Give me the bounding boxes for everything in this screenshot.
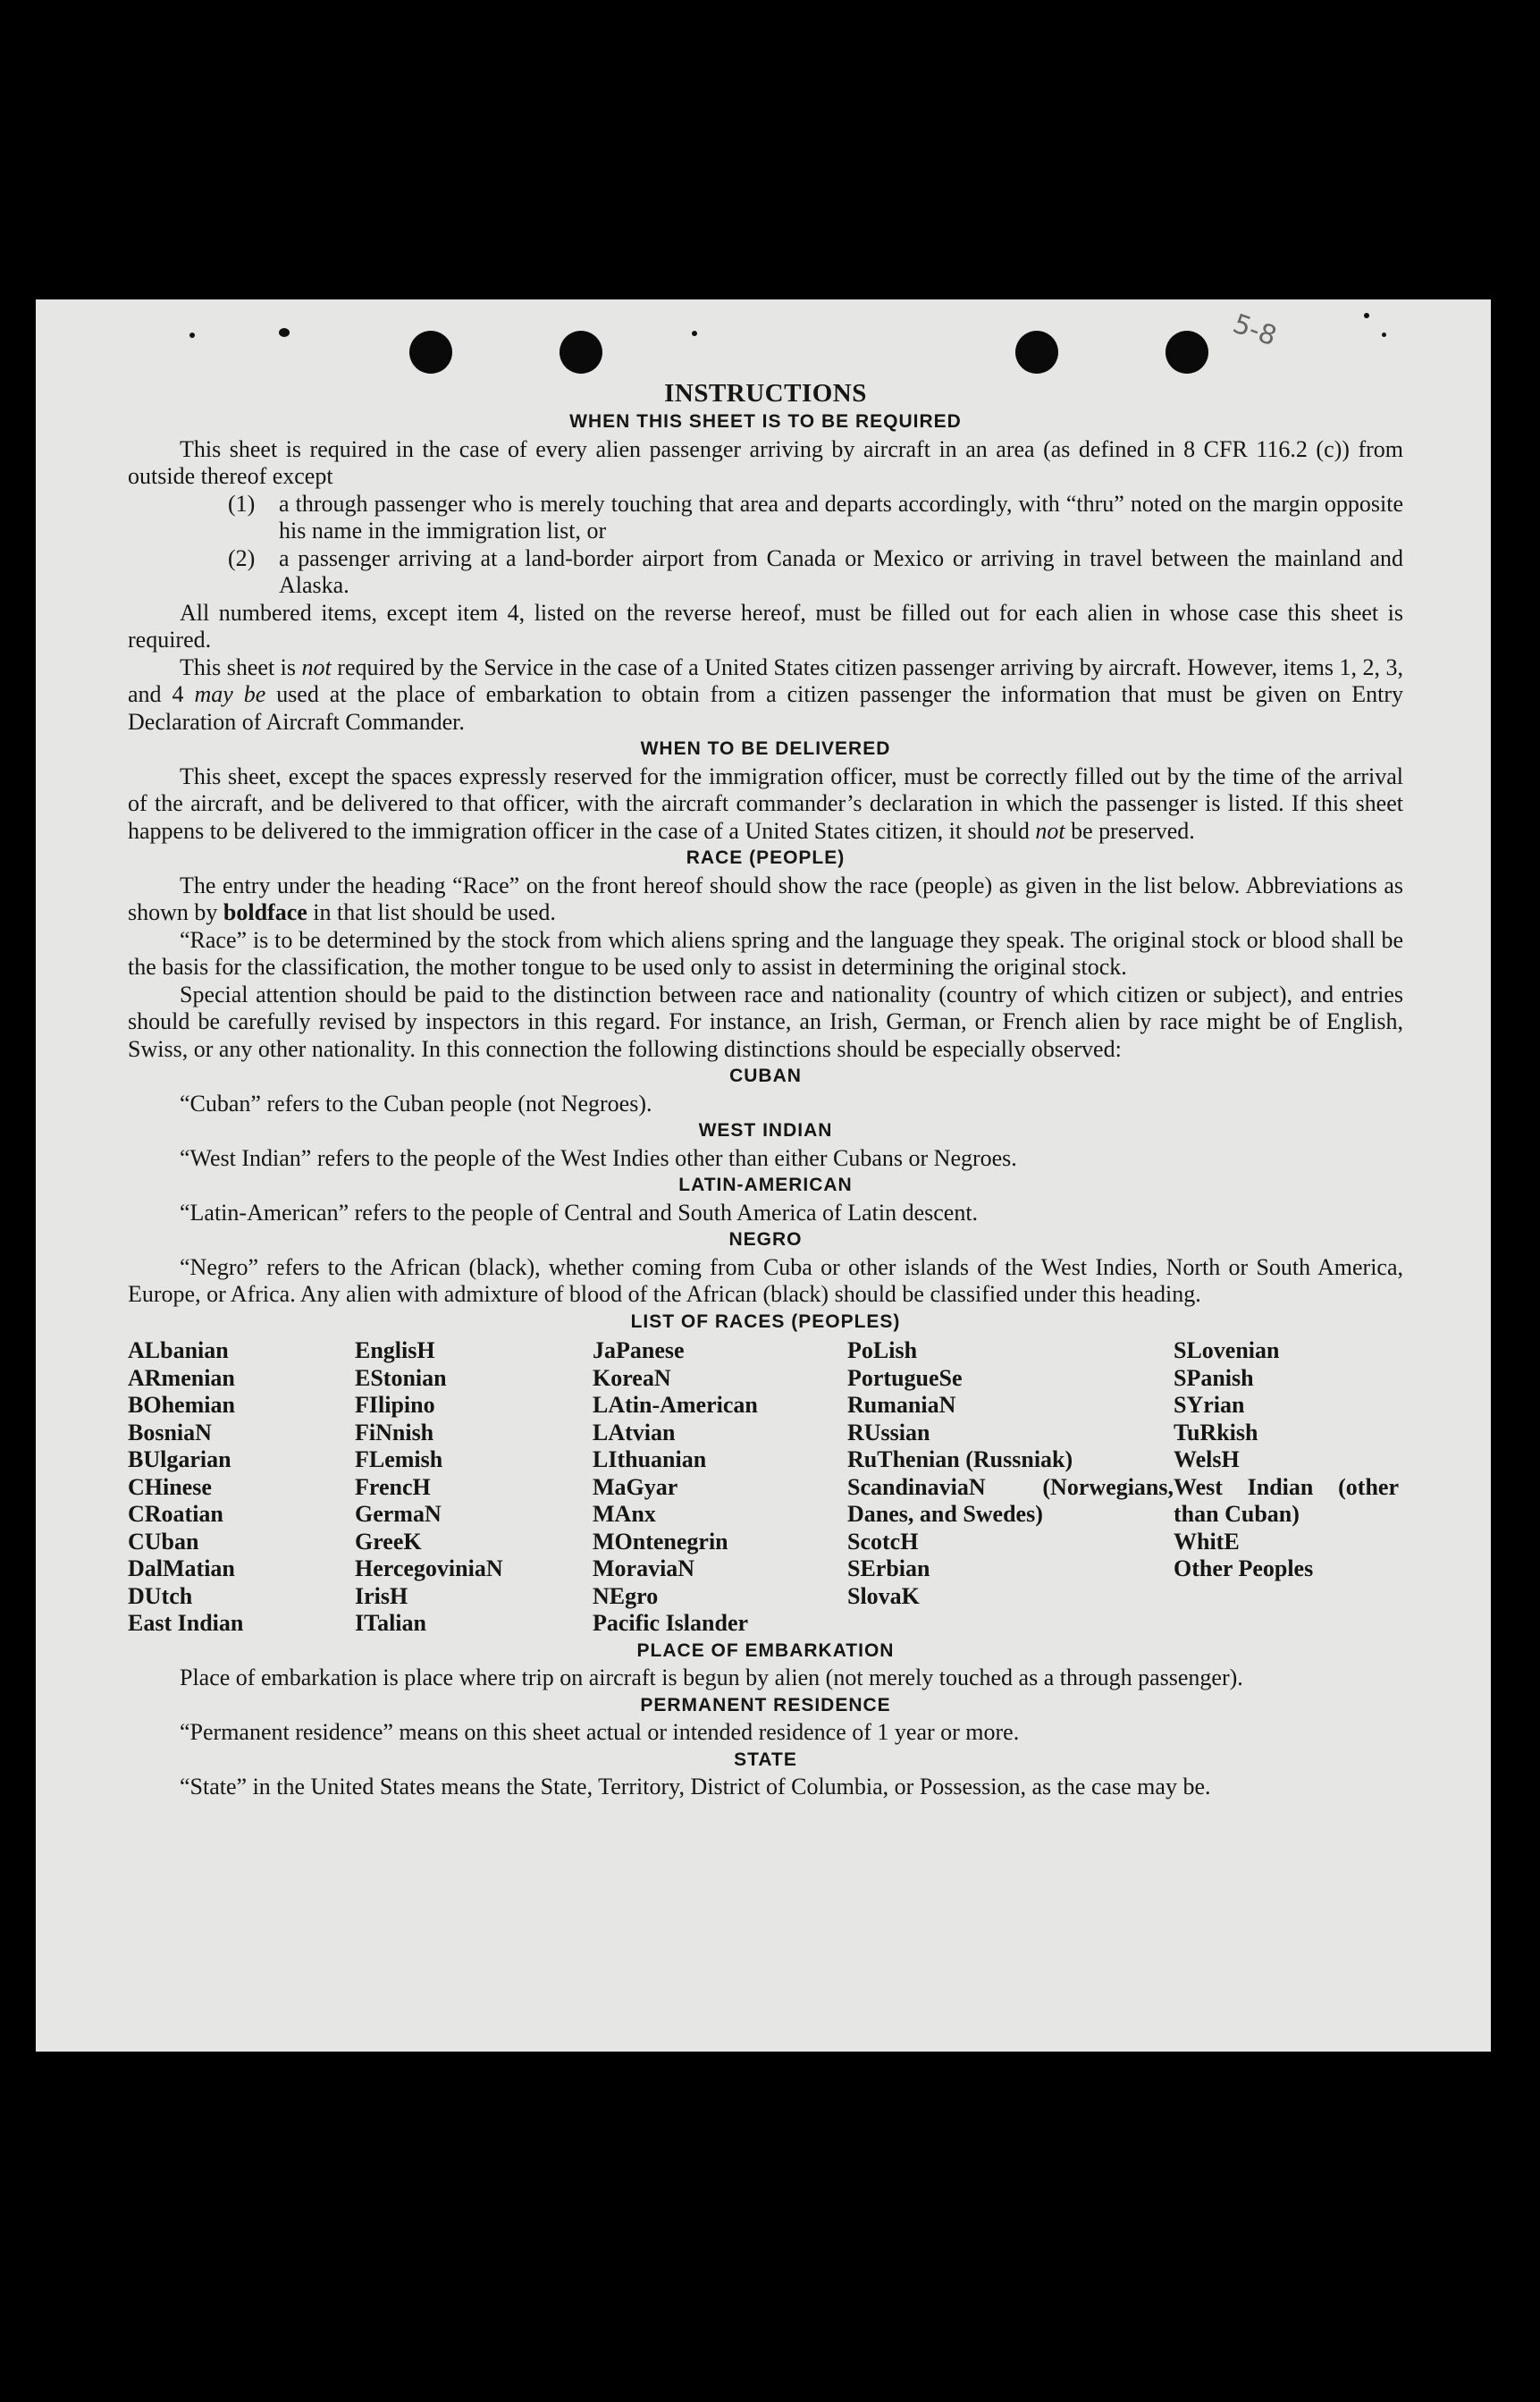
race-entry: RUssian — [847, 1419, 930, 1445]
punch-hole-icon — [1015, 331, 1058, 374]
heading-latin-american: LATIN-AMERICAN — [678, 1175, 853, 1195]
race-entry: EnglisH — [355, 1337, 435, 1363]
paragraph: “West Indian” refers to the people of the West Indies other than either Cubans or Negroes. — [180, 1144, 1017, 1171]
punch-hole-icon — [1166, 331, 1208, 374]
heading-state: STATE — [734, 1749, 797, 1770]
races-column — [847, 1337, 1174, 1638]
text-run: This sheet, except the spaces expressly reserved for the immigration officer, must be correctly filled out by the time of the arrival of the aircraft, and be delivered to that officer, with the aircraft commander’s declaration in which the passenger is listed. If this sheet happens to be delivered to the immigration officer in the case of a United States citizen, it should — [128, 763, 1403, 844]
race-entry: GermaN — [355, 1501, 442, 1527]
race-entry: SLovenian — [1174, 1337, 1280, 1363]
race-entry: IrisH — [355, 1582, 408, 1609]
race-entry: East Indian — [128, 1610, 244, 1636]
paragraph: Special attention should be paid to the distinction between race and nationality (country of which citizen or subject), and entries should be carefully revised by inspectors in this regard. For instance, an Irish, German, or French alien by race might be of English, Swiss, or any other nationality. In this connection the following distinctions should be especially observed: — [128, 981, 1403, 1062]
paragraph: Place of embarkation is place where trip on aircraft is begun by alien (not merely touched as a through passenger). — [180, 1665, 1243, 1690]
race-entry: KoreaN — [593, 1364, 671, 1391]
race-entry: FIlipino — [355, 1392, 435, 1418]
race-entry: SPanish — [1174, 1364, 1254, 1391]
race-entry: EStonian — [355, 1364, 447, 1391]
item-text: a passenger arriving at a land-border airport from Canada or Mexico or arriving in travel between the mainland and Alaska. — [279, 544, 1403, 598]
heading-when-delivered: WHEN TO BE DELIVERED — [640, 738, 891, 759]
speck-mark — [279, 328, 290, 337]
race-entry: ITalian — [355, 1610, 426, 1636]
paragraph: “Cuban” refers to the Cuban people (not Negroes). — [180, 1090, 652, 1117]
race-entry: ALbanian — [128, 1337, 229, 1363]
race-entry: CUban — [128, 1528, 199, 1555]
race-entry: Other Peoples — [1174, 1555, 1314, 1581]
race-entry: RuThenian (Russniak) — [847, 1446, 1073, 1472]
text-run: used at the place of embarkation to obtain from a citizen passenger the information that must be given on Entry Declaration of Aircraft Commander. — [128, 681, 1404, 735]
races-column — [1174, 1337, 1399, 1638]
race-entry: CRoatian — [128, 1501, 223, 1527]
race-entry: ARmenian — [128, 1364, 235, 1391]
punch-hole-icon — [560, 331, 602, 374]
heading-cuban: CUBAN — [729, 1066, 802, 1086]
race-entry: SYrian — [1174, 1392, 1245, 1418]
emphasis: not — [1035, 817, 1065, 844]
race-entry: ScotcH — [847, 1528, 919, 1555]
race-entry: FrencH — [355, 1473, 431, 1500]
page-title: INSTRUCTIONS — [664, 379, 867, 408]
paragraph: All numbered items, except item 4, listed on the reverse hereof, must be filled out for each alien in whose case this sheet is required. — [128, 599, 1403, 653]
speck-mark — [1382, 333, 1386, 337]
race-entry: LIthuanian — [593, 1446, 707, 1472]
emphasis: may be — [194, 681, 266, 707]
text-run: in that list should be used. — [307, 899, 556, 925]
paragraph: “State” in the United States means the State, Territory, District of Columbia, or Possession, as the case may be. — [180, 1774, 1211, 1799]
races-column — [128, 1337, 355, 1638]
paragraph — [128, 763, 1403, 846]
race-entry: JaPanese — [593, 1337, 685, 1363]
race-entry: PortugueSe — [847, 1364, 963, 1391]
heading-west-indian: WEST INDIAN — [698, 1120, 833, 1141]
races-column — [593, 1337, 847, 1638]
race-entry: MAnx — [593, 1501, 656, 1527]
race-entry: ScandinaviaN (Norwegians, Danes, and Swedes) — [847, 1473, 1174, 1527]
race-entry: BUlgarian — [128, 1446, 231, 1472]
punch-hole-icon — [409, 331, 452, 374]
text-run: required by the Service in the case of a United States citizen passenger arriving by aircraft. However, items 1, 2, 3, and 4 — [128, 653, 1403, 707]
item-number: (2) — [228, 544, 256, 571]
race-entry: BosniaN — [128, 1419, 212, 1445]
race-entry: CHinese — [128, 1473, 212, 1500]
race-entry: GreeK — [355, 1528, 422, 1555]
race-entry: West Indian (other than Cuban) — [1174, 1473, 1399, 1527]
race-entry: HercegoviniaN — [355, 1555, 503, 1581]
text-run: be preserved. — [1065, 817, 1195, 844]
item-number: (1) — [228, 490, 256, 517]
list-item — [128, 491, 1403, 545]
race-entry: Pacific Islander — [593, 1610, 749, 1636]
race-entry: MoraviaN — [593, 1555, 695, 1581]
race-entry: FLemish — [355, 1446, 443, 1472]
heading-when-required: WHEN THIS SHEET IS TO BE REQUIRED — [569, 411, 962, 432]
paragraph: “Latin-American” refers to the people of Central and South America of Latin descent. — [180, 1199, 979, 1226]
race-entry: BOhemian — [128, 1392, 235, 1418]
emphasis: not — [301, 653, 332, 680]
races-column — [355, 1337, 593, 1638]
text-run: The entry under the heading “Race” on the front hereof should show the race (people) as given in the list below. Abbreviations as shown by — [128, 872, 1403, 925]
text-run: This sheet is — [180, 653, 302, 680]
heading-residence: PERMANENT RESIDENCE — [640, 1694, 891, 1715]
race-entry: SErbian — [847, 1555, 930, 1581]
margin-note: 5-8 — [1228, 308, 1281, 353]
speck-mark — [189, 333, 195, 338]
race-entry: LAtin-American — [593, 1392, 758, 1418]
race-entry: WhitE — [1174, 1528, 1240, 1555]
list-item — [128, 545, 1403, 600]
race-entry: DUtch — [128, 1582, 193, 1609]
heading-negro: NEGRO — [728, 1229, 803, 1250]
race-entry: NEgro — [593, 1582, 659, 1609]
race-entry: SlovaK — [847, 1582, 920, 1609]
race-entry: MOntenegrin — [593, 1528, 728, 1555]
paragraph: “Negro” refers to the African (black), whether coming from Cuba or other islands of the West Indies, North or South America, Europe, or Africa. Any alien with admixture of blood of the African (black) should be classified under this heading. — [128, 1253, 1403, 1307]
race-entry: DalMatian — [128, 1555, 235, 1581]
race-entry: MaGyar — [593, 1473, 678, 1500]
speck-mark — [1364, 313, 1369, 318]
paragraph: “Permanent residence” means on this sheet actual or intended residence of 1 year or more. — [180, 1719, 1020, 1745]
item-text: a through passenger who is merely touching that area and departs accordingly, with “thru” noted on the margin opposite his name in the immigration list, or — [279, 490, 1403, 544]
paragraph — [128, 872, 1403, 927]
race-entry: RumaniaN — [847, 1392, 956, 1418]
speck-mark — [692, 331, 697, 336]
heading-race: RACE (PEOPLE) — [686, 847, 846, 868]
races-list — [128, 1337, 1403, 1638]
bold-text: boldface — [223, 899, 307, 925]
paragraph — [128, 654, 1403, 737]
race-entry: PoLish — [847, 1337, 918, 1363]
document-page — [36, 299, 1491, 2052]
race-entry: FiNnish — [355, 1419, 434, 1445]
heading-races-list: LIST OF RACES (PEOPLES) — [630, 1311, 901, 1332]
paragraph: This sheet is required in the case of every alien passenger arriving by aircraft in an area (as defined in 8 CFR 116.2 (c)) from outside thereof except — [128, 435, 1403, 489]
race-entry: TuRkish — [1174, 1419, 1258, 1445]
paragraph: “Race” is to be determined by the stock from which aliens spring and the language they speak. The original stock or blood shall be the basis for the classification, the mother tongue to be used only to assist in determining the original stock. — [128, 926, 1403, 980]
race-entry: LAtvian — [593, 1419, 676, 1445]
heading-embarkation: PLACE OF EMBARKATION — [636, 1639, 895, 1661]
race-entry: WelsH — [1174, 1446, 1240, 1472]
